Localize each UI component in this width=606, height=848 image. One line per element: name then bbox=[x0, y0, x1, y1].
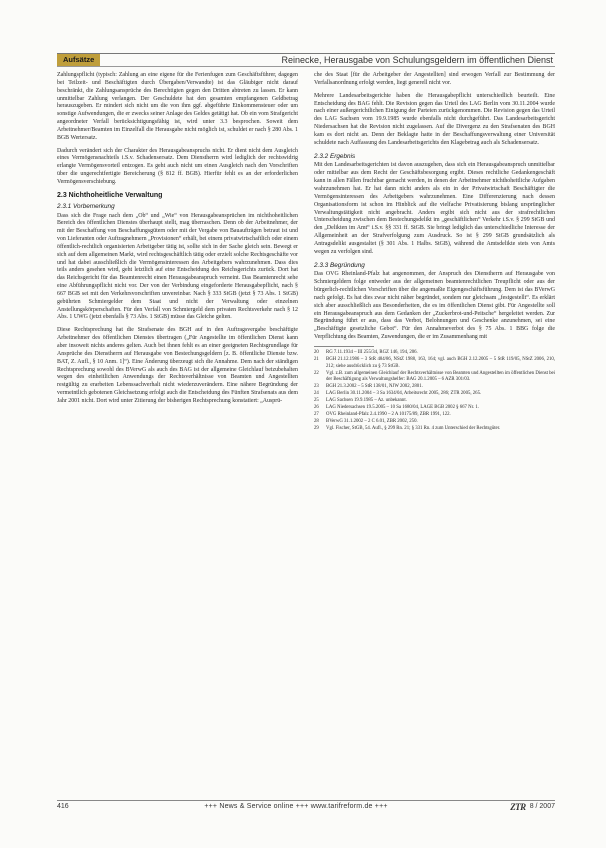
footnote-number: 22 bbox=[314, 370, 319, 376]
footnote-text: LAG Niedersachsen 19.5.2005 – 10 Sa 1680/04, LAGE BGB 2002 § 667 Nr. 1. bbox=[326, 405, 479, 410]
footnote-number: 27 bbox=[314, 412, 319, 417]
footnote bbox=[314, 419, 555, 426]
subsection-heading: 2.3.3 Begründung bbox=[314, 261, 365, 269]
footnote bbox=[314, 391, 555, 398]
footnote-number: 29 bbox=[314, 426, 319, 431]
footnote bbox=[314, 426, 555, 433]
footnote bbox=[314, 398, 555, 405]
page-number: 416 bbox=[57, 803, 69, 810]
footnote bbox=[314, 412, 555, 419]
footnote-text: LAG Sachsen 19.9.1985 – Az. unbekannt. bbox=[326, 398, 407, 403]
footnote-number: 20 bbox=[314, 350, 319, 355]
footnote bbox=[314, 405, 555, 412]
footnote-text: Vgl. z.B. zum allgemeinen Gleichlauf der Rechtsverhältnisse von Beamten und Angestellten im öffentlichen Dienst bei der Beschäftigung als Verwaltungshelfer: BAG 20.1.2005 – 6 AZR 301/03. bbox=[326, 370, 555, 382]
footnote-number: 23 bbox=[314, 384, 319, 389]
section-heading: 2.3 Nichthoheitliche Verwaltung bbox=[57, 191, 163, 199]
paragraph: Dadurch verändert sich der Charakter des Herausgabeanspruchs nicht. Er dient nicht dem Ausgleich eines Vermögensnachteils i.S.v. Schadensersatz. Dem Dienstherrn wird lediglich der rechtswidrig erlangte Vermögensvorteil entzogen. Es geht auch nicht um einen Ausgleich nach den Vorschriften über die ungerechtfertigte Bereicherung (§ 812 ff. BGB). Hierfür fehlt es an der erforderlichen Vermögensverschiebung. bbox=[57, 147, 298, 185]
paragraph: Mit den Landesarbeitsgerichten ist davon auszugehen, dass sich ein Herausgabeanspruch unmittelbar oder mittelbar aus dem Recht der Geschäftsbesorgung ergibt. Dieses rechtliche Gedankengeschäft kann in allen Fällen fruchtbar gemacht werden, in denen der Arbeitnehmer nichthoheitliche Aufgaben wahrzunehmen hat. Er hat dann nicht anders als ein in der Privatwirtschaft Beschäftigter die Vermögensinteressen des Arbeitgebers wahrzunehmen. Eine Differenzierung nach dessen Organisationsform ist schon im Hinblick auf die vielfache Privatisierung bislang ursprünglicher Verwaltungstätigkeit nicht angebracht. Anders ergibt sich nicht aus der strafrechtlichen Unterscheidung zwischen dem Bestechungsdelikt im „geschäftlichen“ Verkehr i.S.v. § 299 StGB und den „Delikten im Amt“ i.S.v. §§ 331 ff. StGB. Sie bringt lediglich das unterschiedliche Interesse der Allgemeinheit an der Strafverfolgung zum Ausdruck. So ist § 299 StGB grundsätzlich als Antragsdelikt ausgestaltet (§ 301 Abs. 1 Halbs. StGB), während die Amtsdelikte stets von Amts wegen zu verfolgen sind. bbox=[314, 162, 555, 255]
footnote-text: BVerwG 31.1.2002 – 2 C 6.01, ZBR 2002, 250. bbox=[326, 419, 418, 424]
footnote bbox=[314, 350, 555, 357]
journal-logo: ZTR bbox=[510, 801, 526, 812]
running-title: Reinecke, Herausgabe von Schulungsgeldern im öffentlichen Dienst bbox=[281, 55, 553, 65]
paragraph: che des Staat [für die Arbeitgeber der Angestellten] sind erwogen Verfall zur Bestimmung der Verfallsanordnung erfolgt werden, liegt generell nicht vor. bbox=[314, 72, 555, 86]
footnote-text: BGH 21.12.1986 – 3 StR 484/86, NStZ 1988, 163, 164; vgl. auch BGH 2.12.2005 – 5 StR 119/05, NStZ 2006, 210, 212; siehe ausdrücklich zu § 73 StGB. bbox=[326, 357, 555, 369]
paragraph: Das OVG Rheinland-Pfalz hat angenommen, der Anspruch des Dienstherrn auf Herausgabe von Schmiergeldern folge entweder aus der allgemeinen beamtenrechtlichen Treupflicht oder aus der bürgerlich-rechtlichen Vorschriften über die angemaßte Eigengeschäftsführung. Dem ist das BVerwG nach gefolgt. Es hat dies zwar nicht näher begründet, sondern nur gleichsam „festgestellt“. Es erklärt sich aber ausschließlich aus Besonderheiten, die es im öffentlichen Dienst gibt. Für Angestellte soll ein Herausgabeanspruch aus dem Gedanken der „Zuckerbrot-und-Peitsche“ hergeleitet werden. Zur Begründung führt er aus, dass das Verbot, Belohnungen und Geschenke anzunehmen, sei eine „Beschäftigte gesetzliche Gebot“. Für den Annahmeverbot des § 75 Abs. 1 BBG folge die Verpflichtung des Beamten, Zuwendungen, die er im Zusammenhang mit bbox=[314, 271, 555, 341]
subsection-heading: 2.3.1 Vorbemerkung bbox=[57, 202, 115, 210]
journal-mark bbox=[495, 802, 555, 812]
left-column bbox=[57, 72, 298, 411]
paragraph: Dass sich die Frage nach dem „Ob“ und „Wie“ von Herausgabeansprüchen im nichthoheitlichen Bereich des öffentlichen Dienstes überhaupt stellt, mag überraschen. Denn ob der Arbeitnehmer, der mit der Beschaffung von Beschaffungsgütern oder mit der Vergabe von Bauaufträgen betraut ist und von Lieferanten oder Auftragnehmern „Provisionen“ erhält, bei einem privatwirtschaftlich oder einem öffentlich-rechtlich organisierten Arbeitgeber tätig ist, sollte sich in der Sache gleich sein. Bewegt er sich auf dem allgemeinen Markt, wird rechtsgeschäftlich tätig oder erzielt solche Rechtsgeschäfte vor und hat dabei ausschließlich die Vermögensinteressen des Arbeitgebers wahrzunehmen. Dass dies teils anders gesehen wird, geht letztlich auf eine Entscheidung des Reichsgerichts zurück. Dort hat das Reichsgericht für das Beamtenrecht einen Herausgabeanspruch verneint. Das Beamtenrecht sehe eine Abführungspflicht nicht vor. Der von der Verbindung eingeforderte Herausgabepflicht, nach § 667 BGB sei mit den Verkehrsvorschriften unvereinbar. Nach § 333 StGB (jetzt § 73 Abs. 1 StGB) gebührten Schmiergelder dem Staat und nicht der Verwaltung oder einzelnen Anstellungskörperschaften. Für den Verfall von Schmiergeld dem privaten Rechtsverkehr nach § 12 Abs. 1 UWG (jetzt ebenfalls § 73 Abs. 1 StGB) müsse das Gleiche gelten. bbox=[57, 212, 298, 321]
footnote-text: OVG Rheinland-Pfalz 2.4.1990 – 2 A 10175/89, ZBR 1991, 122. bbox=[326, 412, 451, 417]
footnote-text: RG 7.11.1934 – III 255/34, RGZ 146, 194, 206. bbox=[326, 350, 418, 355]
footnote bbox=[314, 357, 555, 370]
footnote-number: 21 bbox=[314, 357, 319, 362]
footnotes bbox=[314, 350, 555, 433]
footer-url-line: +++ News & Service online +++ www.tarifreform.de +++ bbox=[204, 803, 388, 810]
footnote-number: 25 bbox=[314, 398, 319, 403]
footnote-text: BGH 21.3.2002 – 5 StR 138/01, NJW 2002, 2801. bbox=[326, 384, 423, 389]
footnote-number: 24 bbox=[314, 391, 319, 396]
footnote-number: 28 bbox=[314, 419, 319, 424]
rubric-label: Aufsätze bbox=[57, 54, 100, 66]
paragraph: Zahlungspflicht (typisch: Zahlung an eine eigene für die Ferienfugen zum Geschäftsführer, dagegen bei Teilzeit- und Beschäftigten durch Übergaben/Verwandte) ist das Gläubiger nicht darauf beschränkt, die Zahlungsansprüche des Berechtigten gegen den Dritten abtreten zu lassen. Er kann unmittelbar Zahlung verlangen. Der Geschuldete hat den gesamten empfangenen Geldbetrag herauszugeben. Er mindert sich nicht um die von ihm ggf. abgeführte Einkommensteuer oder um sonstige Aufwendungen, die er zwecks seiner Anlage des Geldes getätigt hat. Ob ein vom Strafgericht angeordneter Verfall berücksichtigungsfähig ist, wird unter 3.3 besprochen. Soweit dem Arbeitnehmer/Beamten im Einzelfall die Herausgabe nicht möglich ist, schuldet er nach § 280 Abs. 1 BGB Wertersatz. bbox=[57, 72, 298, 141]
page-header bbox=[57, 53, 555, 67]
subsection-heading: 2.3.2 Ergebnis bbox=[314, 152, 356, 160]
footnote-text: LAG Berlin 30.11.2004 – 3 Sa 1634/04, Arbeitsrecht 2005, 286; ZTR 2005, 265. bbox=[326, 391, 482, 396]
footnote-text: Vgl. Fischer, StGB, 54. Aufl., § 299 Rn. 21; § 331 Rn. 4 zum Unterschied der Rechtsgüter. bbox=[326, 426, 501, 431]
paragraph: Diese Rechtsprechung hat die Strafsenate des BGH auf in den Auftragsvergabe beschäftigte Arbeitnehmer des öffentlichen Dienstes übertragen („Für Angestellte im öffentlichen Dienst kann aber insoweit nichts anderes gelten. Auch bei ihnen fehlt es an einer geeigneten Rechtsgrundlage für Ansprüche des Dienstherrn auf Herausgabe von Bestechungsgeldern [z. B. öffentliche Dienste bzw. BAT, Z. Aufl., § 10 Anm. 1]“). Eine Änderung überzeugt sich die Annahme. Dem nach der ständigen Rechtsprechung sowohl des BVerwG als auch des BAG ist der allgemeine Gleichlauf beizubehalten wegen des einheitlichen Anwendungs der Rechtsverhältnisse von Beamten und Angestellten restgültig zu erarbeiten Lebenssachverhalt nicht wiederzuverändern. Eine nähere Begründung der vermeintlich gebotenen Gleichsetzung erfolgt auch die Entscheidung des Fünften Strafsenats aus dem Jahr 2001 nicht. Dort wird unter Zitierung der bisherigen Rechtsprechung konstatiert: „Ausprü- bbox=[57, 327, 298, 404]
paragraph: Mehrere Landesarbeitsgerichte haben die Herausgabepflicht unterschiedlich beurteilt. Eine Entscheidung des BAG fehlt. Die Revision gegen das Urteil des LAG Berlin vom 30.11.2004 wurde nach einer außergerichtlichen Einigung der Parteien zurückgenommen. Die Revision gegen das Urteil des LAG Sachsen vom 19.9.1985 wurde ebenfalls nicht durchgeführt. Das Landesarbeitsgericht Niedersachsen hat die Revision nicht zugelassen. Auf die Divergenz zu den Strafsenaten des BGH kam es dort nicht an. Denn der Beklagte hatte in der Beschaffungsverwaltung einer Universität schuldete nach Auffassung des Landesarbeitsgerichts den Klagebetrag auch als Schadensersatz. bbox=[314, 92, 555, 146]
right-column bbox=[314, 72, 555, 433]
footnote bbox=[314, 371, 555, 384]
page-footer bbox=[57, 800, 555, 812]
issue-number: 8 / 2007 bbox=[529, 803, 555, 810]
footnote bbox=[314, 384, 555, 391]
footnote-rule bbox=[314, 346, 374, 347]
footnote-number: 26 bbox=[314, 405, 319, 410]
